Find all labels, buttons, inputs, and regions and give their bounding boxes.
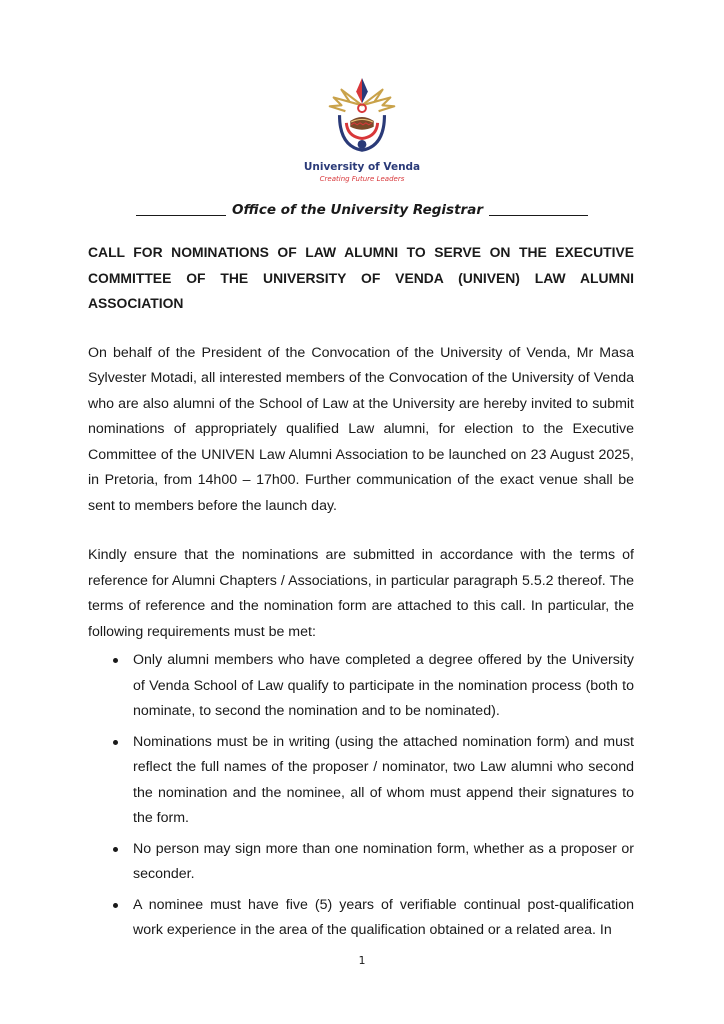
list-item [88, 837, 634, 888]
bullet-icon [113, 658, 118, 663]
logo-university-name: University of Venda [303, 161, 421, 173]
underline-rule-left [136, 215, 226, 216]
list-item [88, 893, 634, 944]
underline-rule-right [489, 215, 588, 216]
list-item-text: Only alumni members who have completed a degree offered by the University of Venda School of Law qualify to participate in the nomination process (both to nominate, to second the nomination and to be nominated). [133, 652, 634, 719]
paragraph-intro: On behalf of the President of the Convocation of the University of Venda, Mr Masa Sylvester Motadi, all interested members of the Convocation of the University of Venda who are also alumni of the School of Law at the University are hereby invited to submit nominations of appropriately qualified Law alumni, for election to the Executive Committee of the UNIVEN Law Alumni Association to be launched on 23 August 2025, in Pretoria, from 14h00 – 17h00. Further communication of the exact venue shall be sent to members before the launch day. [88, 344, 634, 514]
page-number: 1 [358, 953, 366, 967]
bullet-icon [113, 847, 118, 852]
document-heading: CALL FOR NOMINATIONS OF LAW ALUMNI TO SERVE ON THE EXECUTIVE COMMITTEE OF THE UNIVERSITY OF VENDA (UNIVEN) LAW ALUMNI ASSOCIATION [88, 244, 634, 311]
list-item [88, 730, 634, 832]
university-logo [292, 76, 432, 184]
bullet-icon [113, 903, 118, 908]
requirements-list [88, 648, 634, 944]
list-item [88, 648, 634, 725]
logo-tagline: Creating Future Leaders [319, 175, 405, 183]
document-body [88, 240, 634, 944]
list-item-text: Nominations must be in writing (using the attached nomination form) and must reflect the full names of the proposer / nominator, two Law alumni who second the nomination and the nominee, all of whom must append their signatures to the form. [133, 733, 634, 826]
bullet-icon [113, 740, 118, 745]
office-line [136, 201, 588, 219]
list-item-text: A nominee must have five (5) years of verifiable continual post-qualification work experience in the area of the qualification obtained or a related area. In [133, 896, 634, 938]
university-crest-icon [327, 76, 397, 160]
paragraph-requirements-intro: Kindly ensure that the nominations are submitted in accordance with the terms of reference for Alumni Chapters / Associations, in particular paragraph 5.5.2 thereof. The terms of reference and the nomination form are attached to this call. In particular, the following requirements must be met: [88, 547, 634, 640]
office-title: Office of the University Registrar [232, 202, 483, 218]
list-item-text: No person may sign more than one nomination form, whether as a proposer or seconder. [133, 840, 634, 882]
